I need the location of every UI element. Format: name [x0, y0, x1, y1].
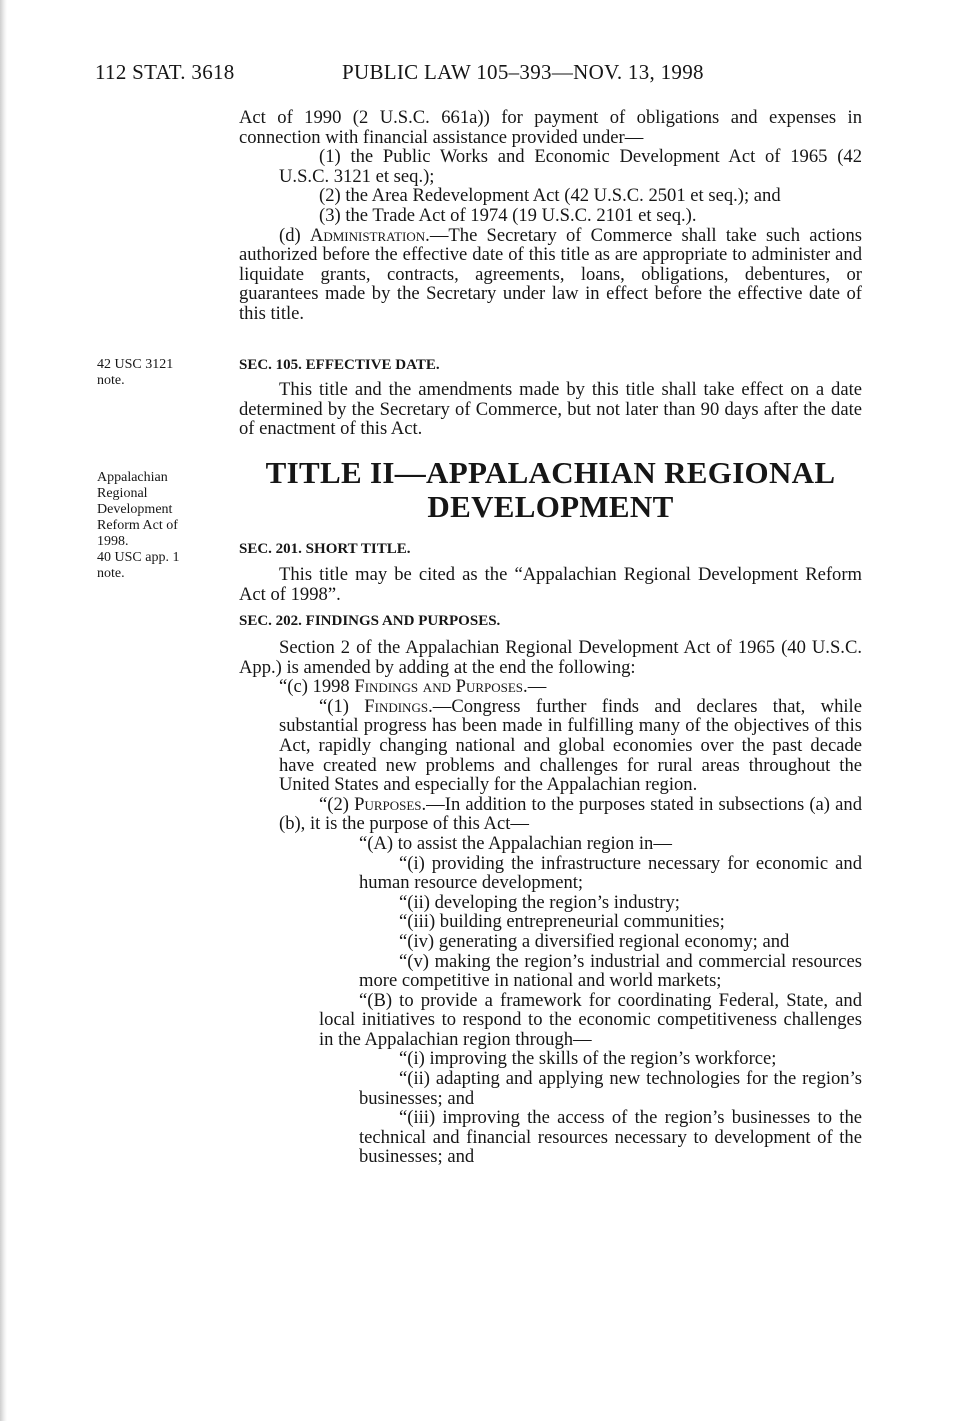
margin-note-line: note.: [97, 566, 125, 581]
title-line: TITLE II—APPALACHIAN REGIONAL: [265, 455, 836, 490]
margin-note-line: 42 USC 3121: [97, 357, 174, 372]
title-line: DEVELOPMENT: [427, 489, 674, 524]
clause: “(iii) building entrepreneurial communities;: [399, 911, 725, 933]
margin-note-usc-3121: [97, 357, 225, 389]
paragraph-label: “(1): [319, 695, 365, 717]
subsection-text: .—The Secretary of Commerce shall take such actions authorized before the effective date of this title as are appropriate to administer and liquidate grants, contracts, agreements, loans, obligations, debentures, or guarantees made by the Secretary under law in effect before the effective date of this title.: [239, 224, 862, 324]
section-201-text: This title may be cited as the “Appalachian Regional Development Reform Act of 1998”.: [239, 564, 862, 605]
section-202-heading: SEC. 202. FINDINGS AND PURPOSES.: [239, 613, 501, 629]
section-104-continuation: [239, 108, 862, 324]
clause: “(i) providing the infrastructure necessary for economic and human resource development;: [359, 852, 862, 894]
margin-note-line: Reform Act of: [97, 518, 178, 533]
subsection-dash: .—: [523, 676, 547, 698]
clause: “(iv) generating a diversified regional economy; and: [399, 930, 790, 952]
paragraph-text: .—In addition to the purposes stated in subsections (a) and (b), it is the purpose of this Act—: [279, 793, 862, 835]
list-item: (2) the Area Redevelopment Act (42 U.S.C. 2501 et seq.); and: [319, 185, 781, 207]
paragraph-label: “(2): [319, 793, 355, 815]
clause: “(v) making the region’s industrial and commercial resources more competitive in national and world markets;: [359, 950, 862, 992]
title-ii-heading: [239, 456, 862, 524]
margin-note-line: Appalachian: [97, 470, 168, 485]
list-item: (1) the Public Works and Economic Development Act of 1965 (42 U.S.C. 3121 et seq.);: [279, 146, 862, 187]
scan-edge-shadow: [0, 0, 7, 1421]
paragraph-heading: Purposes: [354, 793, 422, 815]
subsection-heading: Administration: [309, 224, 426, 246]
subparagraph-b: “(B) to provide a framework for coordinating Federal, State, and local initiatives to respond to the economic competitiveness challenges in the Appalachian region through—: [319, 989, 862, 1050]
subsection-c: [239, 677, 862, 697]
subparagraph-a: “(A) to assist the Appalachian region in—: [359, 832, 672, 854]
paragraph-findings: [239, 697, 862, 795]
paragraph-heading: Findings: [364, 695, 429, 717]
section-202-body: [239, 638, 862, 1167]
clause: “(i) improving the skills of the region’s workforce;: [399, 1048, 777, 1070]
margin-note-line: 1998.: [97, 534, 129, 549]
list-item: (3) the Trade Act of 1974 (19 U.S.C. 2101 et seq.).: [319, 204, 697, 226]
section-201-heading: SEC. 201. SHORT TITLE.: [239, 541, 411, 557]
margin-note-line: Development: [97, 502, 173, 517]
subsection-d: [239, 226, 862, 324]
section-105-heading: SEC. 105. EFFECTIVE DATE.: [239, 357, 440, 373]
clause: “(ii) adapting and applying new technologies for the region’s businesses; and: [359, 1068, 862, 1109]
margin-note-line: 40 USC app. 1: [97, 550, 180, 565]
subsection-heading: Findings and Purposes: [354, 676, 524, 698]
section-105-text: This title and the amendments made by this title shall take effect on a date determined by the Secretary of Commerce, but not later than 90 days after the date of enactment of this Act.: [239, 379, 862, 440]
paragraph-purposes: [239, 795, 862, 834]
margin-note-short-title: [97, 470, 225, 582]
margin-note-line: note.: [97, 373, 125, 388]
paragraph: Section 2 of the Appalachian Regional Development Act of 1965 (40 U.S.C. App.) is amended by adding at the end the following:: [239, 637, 862, 678]
paragraph-text: .—Congress further finds and declares that, while substantial progress has been made in fulfilling many of the objectives of this Act, rapidly changing national and global economies over the past decade have created new problems and challenges for rural areas throughout the United States and especially for the Appalachian region.: [279, 695, 862, 796]
margin-note-line: Regional: [97, 486, 148, 501]
subsection-label: (d): [279, 224, 310, 246]
page-header: [95, 60, 895, 90]
paragraph: Act of 1990 (2 U.S.C. 661a)) for payment of obligations and expenses in connection with financial assistance provided under—: [239, 107, 862, 148]
clause: “(iii) improving the access of the region’s businesses to the technical and financial resources necessary to development of the businesses; and: [359, 1107, 862, 1168]
clause: “(ii) developing the region’s industry;: [399, 891, 680, 913]
public-law-citation: PUBLIC LAW 105–393—NOV. 13, 1998: [342, 60, 704, 84]
stat-page-number: 112 STAT. 3618: [95, 60, 235, 84]
subsection-label: “(c) 1998: [279, 676, 355, 698]
